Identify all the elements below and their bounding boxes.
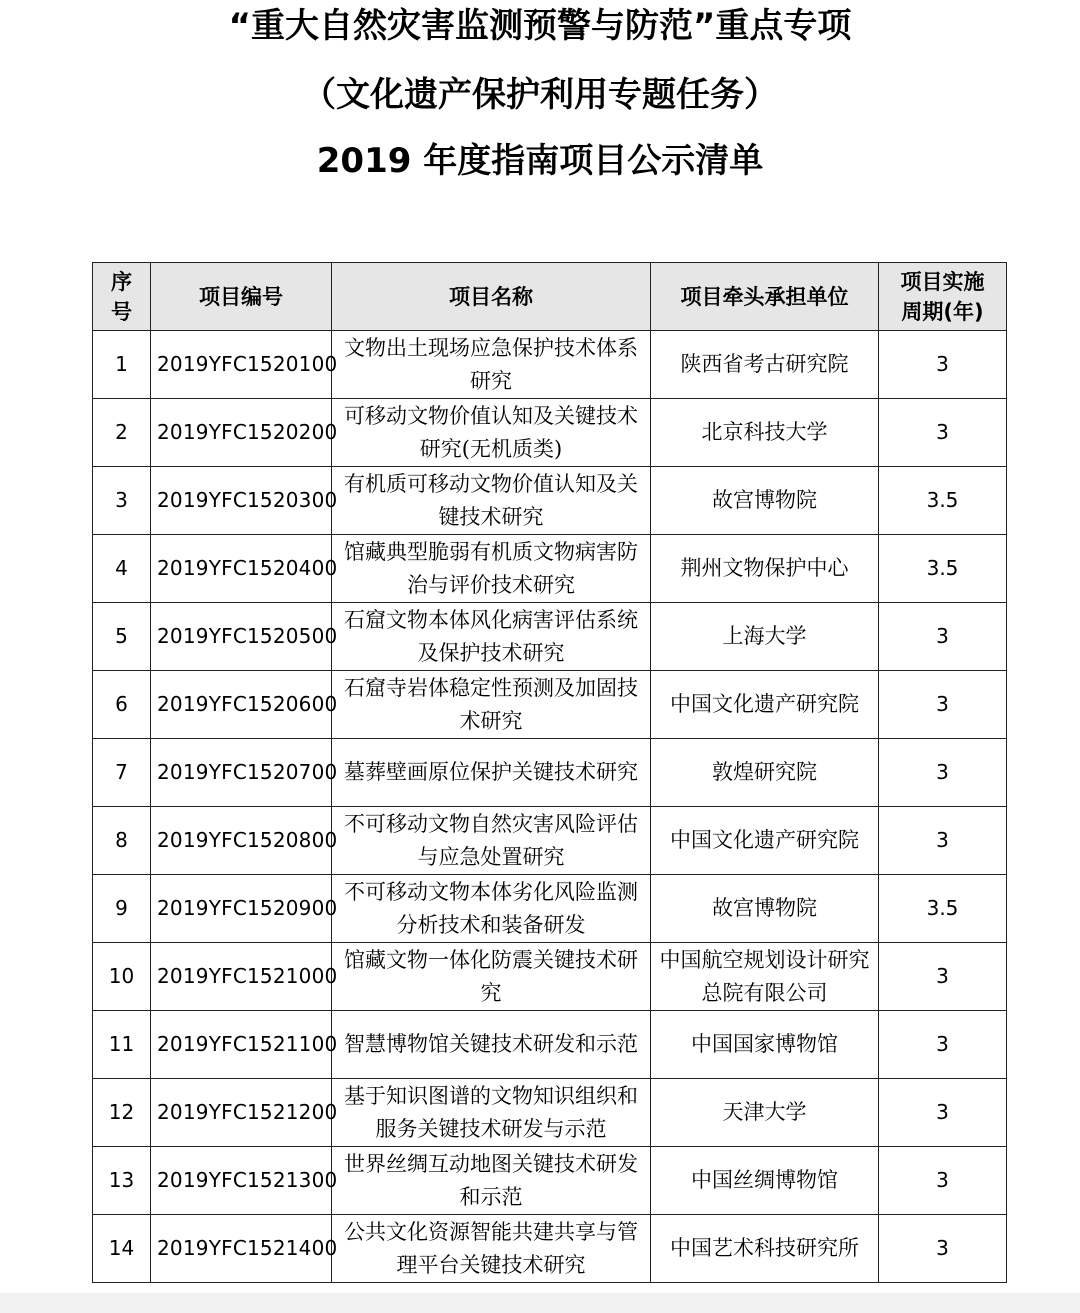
row-project-name: 馆藏文物一体化防震关键技术研究 [332, 943, 651, 1011]
row-period: 3 [879, 1215, 1007, 1283]
header-name: 项目名称 [332, 263, 651, 331]
row-period: 3 [879, 807, 1007, 875]
row-seq: 7 [93, 739, 151, 807]
header-seq: 序号 [93, 263, 151, 331]
row-seq: 14 [93, 1215, 151, 1283]
row-period: 3.5 [879, 467, 1007, 535]
row-code: 2019YFC1520200 [151, 399, 332, 467]
row-organization: 故宫博物院 [651, 467, 879, 535]
row-period: 3.5 [879, 535, 1007, 603]
row-seq: 5 [93, 603, 151, 671]
row-period: 3 [879, 1147, 1007, 1215]
row-code: 2019YFC1521400 [151, 1215, 332, 1283]
row-code: 2019YFC1521100 [151, 1011, 332, 1079]
row-seq: 10 [93, 943, 151, 1011]
table-row [93, 807, 1007, 875]
row-seq: 9 [93, 875, 151, 943]
table-row [93, 943, 1007, 1011]
table-row [93, 1011, 1007, 1079]
row-organization: 敦煌研究院 [651, 739, 879, 807]
row-seq: 12 [93, 1079, 151, 1147]
row-seq: 4 [93, 535, 151, 603]
row-project-name: 公共文化资源智能共建共享与管理平台关键技术研究 [332, 1215, 651, 1283]
row-project-name: 文物出土现场应急保护技术体系研究 [332, 331, 651, 399]
table-header [93, 263, 1007, 331]
row-organization: 陕西省考古研究院 [651, 331, 879, 399]
row-project-name: 有机质可移动文物价值认知及关键技术研究 [332, 467, 651, 535]
row-project-name: 不可移动文物本体劣化风险监测分析技术和装备研发 [332, 875, 651, 943]
row-organization: 中国丝绸博物馆 [651, 1147, 879, 1215]
table-row [93, 1215, 1007, 1283]
row-code: 2019YFC1520400 [151, 535, 332, 603]
row-code: 2019YFC1520700 [151, 739, 332, 807]
title-line-1: “重大自然灾害监测预警与防范”重点专项 [228, 6, 852, 46]
table-row [93, 331, 1007, 399]
row-organization: 荆州文物保护中心 [651, 535, 879, 603]
row-organization: 中国艺术科技研究所 [651, 1215, 879, 1283]
row-organization: 天津大学 [651, 1079, 879, 1147]
row-code: 2019YFC1520500 [151, 603, 332, 671]
row-seq: 3 [93, 467, 151, 535]
row-code: 2019YFC1520100 [151, 331, 332, 399]
table-row [93, 1147, 1007, 1215]
table-body [93, 331, 1007, 1283]
row-organization: 上海大学 [651, 603, 879, 671]
table-row [93, 467, 1007, 535]
row-project-name: 石窟文物本体风化病害评估系统及保护技术研究 [332, 603, 651, 671]
row-seq: 8 [93, 807, 151, 875]
table-row [93, 1079, 1007, 1147]
row-period: 3 [879, 1079, 1007, 1147]
row-code: 2019YFC1521300 [151, 1147, 332, 1215]
row-organization: 中国文化遗产研究院 [651, 671, 879, 739]
row-project-name: 墓葬壁画原位保护关键技术研究 [332, 739, 651, 807]
table-row [93, 535, 1007, 603]
project-table [92, 262, 1007, 1283]
row-code: 2019YFC1520600 [151, 671, 332, 739]
bottom-margin [0, 1293, 1080, 1313]
row-organization: 中国航空规划设计研究总院有限公司 [651, 943, 879, 1011]
header-org: 项目牵头承担单位 [651, 263, 879, 331]
row-project-name: 石窟寺岩体稳定性预测及加固技术研究 [332, 671, 651, 739]
row-project-name: 基于知识图谱的文物知识组织和服务关键技术研发与示范 [332, 1079, 651, 1147]
row-code: 2019YFC1520900 [151, 875, 332, 943]
row-organization: 北京科技大学 [651, 399, 879, 467]
row-period: 3 [879, 399, 1007, 467]
row-code: 2019YFC1520800 [151, 807, 332, 875]
row-organization: 故宫博物院 [651, 875, 879, 943]
row-period: 3 [879, 671, 1007, 739]
title-line-2: （文化遗产保护利用专题任务） [302, 75, 778, 115]
row-organization: 中国文化遗产研究院 [651, 807, 879, 875]
row-period: 3 [879, 603, 1007, 671]
row-period: 3 [879, 331, 1007, 399]
row-period: 3 [879, 1011, 1007, 1079]
table-row [93, 739, 1007, 807]
table-row [93, 603, 1007, 671]
table-row [93, 671, 1007, 739]
row-project-name: 馆藏典型脆弱有机质文物病害防治与评价技术研究 [332, 535, 651, 603]
row-project-name: 世界丝绸互动地图关键技术研发和示范 [332, 1147, 651, 1215]
header-period: 项目实施周期(年) [879, 263, 1007, 331]
row-project-name: 不可移动文物自然灾害风险评估与应急处置研究 [332, 807, 651, 875]
table-row [93, 875, 1007, 943]
table-row [93, 399, 1007, 467]
row-seq: 13 [93, 1147, 151, 1215]
header-code: 项目编号 [151, 263, 332, 331]
row-project-name: 智慧博物馆关键技术研发和示范 [332, 1011, 651, 1079]
row-seq: 11 [93, 1011, 151, 1079]
row-project-name: 可移动文物价值认知及关键技术研究(无机质类) [332, 399, 651, 467]
row-period: 3 [879, 943, 1007, 1011]
row-period: 3 [879, 739, 1007, 807]
row-organization: 中国国家博物馆 [651, 1011, 879, 1079]
row-period: 3.5 [879, 875, 1007, 943]
row-seq: 6 [93, 671, 151, 739]
row-code: 2019YFC1521200 [151, 1079, 332, 1147]
row-code: 2019YFC1520300 [151, 467, 332, 535]
row-seq: 1 [93, 331, 151, 399]
row-seq: 2 [93, 399, 151, 467]
row-code: 2019YFC1521000 [151, 943, 332, 1011]
title-line-3: 2019 年度指南项目公示清单 [316, 141, 764, 181]
